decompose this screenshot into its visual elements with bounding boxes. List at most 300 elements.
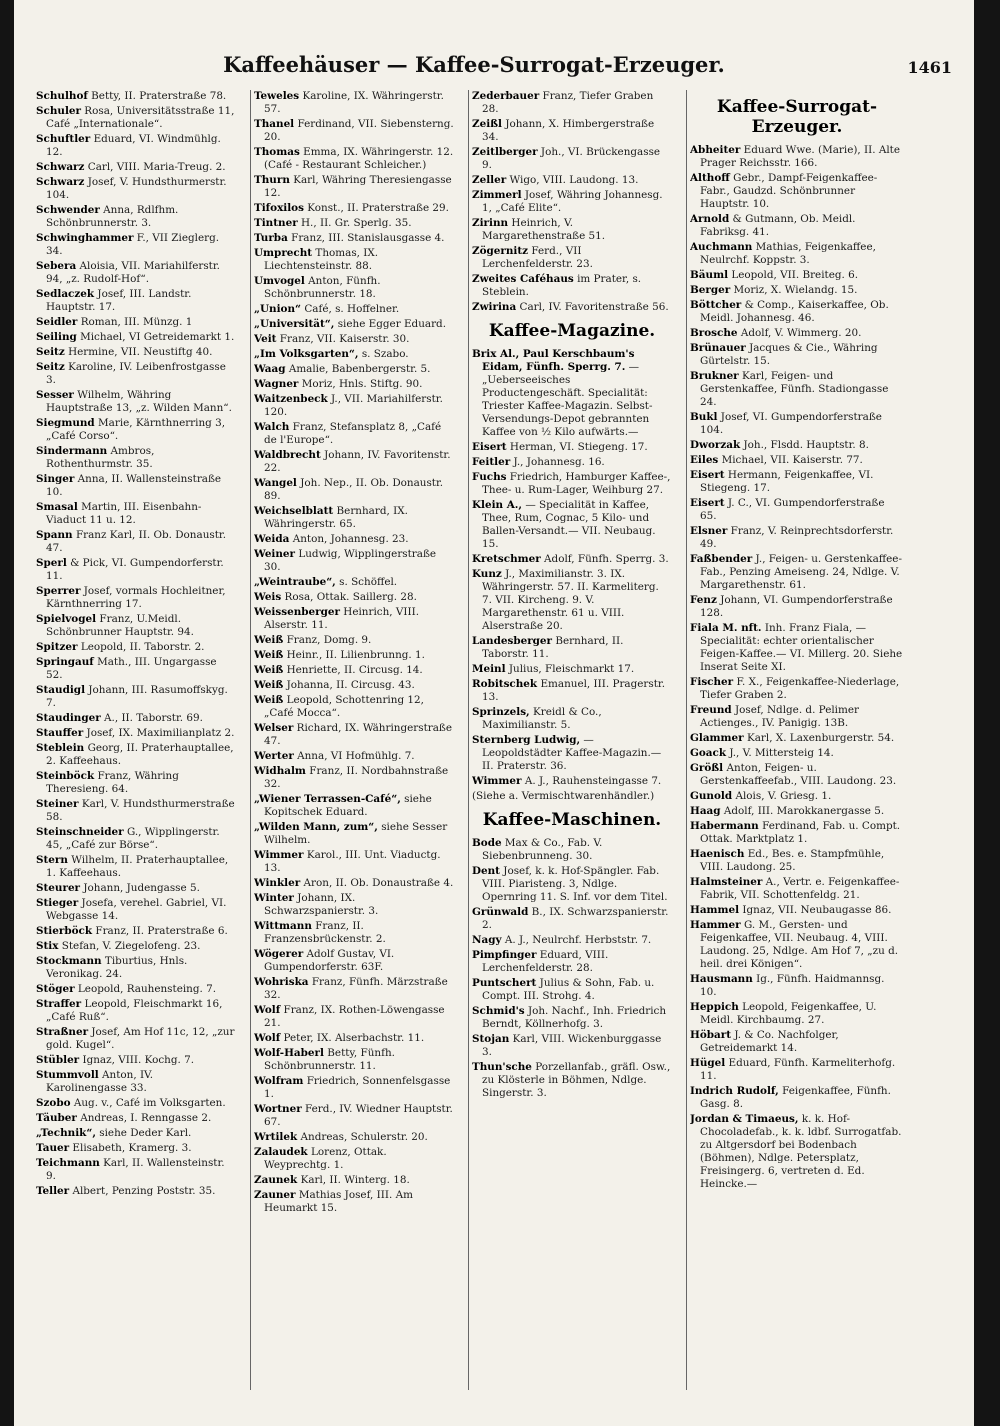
entry-details: — Leopoldstädter Kaffee-Magazin.— II. Praterstr. 36. [482,734,662,772]
entry-name: Grünwald [472,906,529,918]
directory-entry [36,133,236,159]
entry-name: Größl [690,762,724,774]
entry-name: Smasal [36,501,78,513]
entry-details: Franz, II. Franzensbrückenstr. 2. [264,920,386,945]
entry-name: Steinschneider [36,826,124,838]
directory-entry [254,378,454,391]
directory-entry [254,694,454,720]
entry-name: Teweles [254,90,300,102]
entry-name: Klein A., [472,499,523,511]
entry-details: Ferd., VII Lerchenfelderstr. 23. [482,245,593,270]
entry-name: Schuftler [36,133,91,145]
entry-details: Franz, III. Stanislausgasse 4. [291,232,445,244]
directory-entry [472,865,672,904]
entry-name: Sedlaczek [36,288,95,300]
entry-details: Anton, Feigen- u. Gerstenkaffeefab., VIII. Laudong. 23. [700,762,897,787]
entry-details: Johanna, II. Circusg. 43. [286,679,415,691]
entry-details: Eduard, Fünfh. Karmeliterhofg. 11. [700,1057,896,1082]
directory-entry [472,837,672,863]
directory-entry [690,454,904,467]
entry-name: Haag [690,805,721,817]
entry-details: Peter, IX. Alserbachstr. 11. [283,1032,425,1044]
entry-details: Franz, Domg. 9. [286,634,372,646]
entry-name: Stübler [36,1054,80,1066]
directory-entry [36,501,236,527]
entry-details: Wilhelm, Währing Hauptstraße 13, „z. Wilden Mann“. [46,389,232,414]
entry-name: Robitschek [472,678,538,690]
entry-details: Karoline, IV. Leibenfrostgasse 3. [46,361,226,386]
directory-entry [254,1146,454,1172]
entry-details: Marie, Kärnthnerring 3, „Café Corso“. [46,417,226,442]
entry-name: Sprinzels, [472,706,530,718]
directory-entry [254,1174,454,1187]
entry-details: Karl, X. Laxenburgerstr. 54. [746,732,895,744]
entry-details: Ambros, Rothenthurmstr. 35. [46,445,155,470]
entry-details: Leopold, Schottenring 12, „Café Mocca“. [264,694,424,719]
entry-details: s. Szabo. [361,348,409,360]
directory-entry [690,284,904,297]
entry-name: Weiß [254,634,284,646]
entry-details: Johann, Judengasse 5. [83,882,200,894]
entry-details: Ferdinand, VII. Siebensterng. 20. [264,118,454,143]
entry-details: Friedrich, Sonnenfelsgasse 1. [264,1075,451,1100]
directory-entry [254,90,454,116]
entry-name: Schulhof [36,90,88,102]
entry-name: Freund [690,704,732,716]
entry-name: Schwender [36,204,100,216]
entry-name: „Technik“, [36,1127,96,1139]
directory-entry [690,1001,904,1027]
entry-details: Adolf, Fünfh. Sperrg. 3. [544,553,669,565]
entry-details: & Comp., Kaiserkaffee, Ob. Meidl. Johannesg. 46. [700,299,889,324]
entry-details: Eduard, VIII. Lerchenfelderstr. 28. [482,949,609,974]
entry-details: Wigo, VIII. Laudong. 13. [509,174,639,186]
directory-entry [36,1142,236,1155]
entry-details: Joh., VI. Brückengasse 9. [482,146,661,171]
directory-entry [254,1032,454,1045]
entry-details: Anton, Johannesg. 23. [292,533,409,545]
entry-name: „Weintraube“, [254,576,336,588]
entry-details: Johann, X. Himbergerstraße 34. [482,118,655,143]
directory-entry [36,983,236,996]
entry-details: J., V. Mittersteig 14. [729,747,834,759]
directory-entry [254,722,454,748]
entry-details: Josef, k. k. Hof-Spängler. Fab. VIII. Piaristeng. 3, Ndlge. Opernring 11. S. Inf. vor dem Titel. [482,865,668,903]
directory-entry [36,882,236,895]
entry-name: Seiling [36,331,77,343]
entry-details: siehe Deder Karl. [99,1127,192,1139]
entry-name: Zeller [472,174,507,186]
entry-name: Wolfram [254,1075,304,1087]
directory-entry [36,288,236,314]
entry-details: Karl, Feigen- und Gerstenkaffee, Fünfh. Stadiongasse 24. [700,370,889,408]
directory-entry [472,499,672,551]
directory-entry [36,232,236,258]
entry-name: Brix Al., Paul Kerschbaum's Eidam, Fünfh. Sperrg. 7. [472,348,635,373]
directory-entry [36,1097,236,1110]
entry-name: Dworzak [690,439,741,451]
page-title: Kaffeehäuser — Kaffee-Surrogat-Erzeuger. [223,52,725,77]
entry-details: Joh. Nachf., Inh. Friedrich Berndt, Köllnerhofg. 3. [482,1005,667,1030]
entry-details: Karl, V. Hundsthurmerstraße 58. [46,798,235,823]
entry-details: s. Schöffel. [339,576,398,588]
directory-entry [472,734,672,773]
entry-name: Weiß [254,649,284,661]
entry-name: Widhalm [254,765,306,777]
directory-entry [472,934,672,947]
directory-entry [254,232,454,245]
directory-entry [254,1131,454,1144]
entry-details: & Pick, VI. Gumpendorferstr. 11. [46,557,224,582]
entry-name: Zauner [254,1189,296,1201]
directory-entry [472,245,672,271]
directory-entry [472,273,672,299]
directory-entry [254,649,454,662]
directory-entry [36,389,236,415]
entry-name: Wolf-Haberl [254,1047,324,1059]
directory-entry [254,920,454,946]
entry-details: J., Feigen- u. Gerstenkaffee-Fab., Penzing Ameiseng. 24, Ndlge. V. Margarethenstr. 61. [700,553,902,591]
entry-details: Ferdinand, Fab. u. Compt. Ottak. Marktplatz 1. [700,820,901,845]
directory-entry [254,793,454,819]
entry-details: Café, s. Hoffelner. [304,303,400,315]
entry-name: Halmsteiner [690,876,763,888]
entry-name: Zalaudek [254,1146,308,1158]
directory-entry [254,449,454,475]
entry-details: Karl, II. Wallensteinstr. 9. [46,1157,225,1182]
entry-name: Thurn [254,174,290,186]
entry-details: Heinr., II. Lilienbrunng. 1. [286,649,425,661]
directory-entry [690,973,904,999]
entry-details: Georg, II. Praterhauptallee, 2. Kaffeehaus. [46,742,234,767]
directory-entry [472,146,672,172]
entry-details: Franz, Währing Theresieng. 64. [46,770,179,795]
directory-entry [36,940,236,953]
entry-details: Carl, IV. Favoritenstraße 56. [519,301,669,313]
directory-entry [690,213,904,239]
entry-name: Zederbauer [472,90,540,102]
section-heading: Kaffee-Maschinen. [482,810,662,830]
directory-entry [254,318,454,331]
entry-details: Ferd., IV. Wiedner Hauptstr. 67. [264,1103,453,1128]
entry-name: Weis [254,591,282,603]
entry-name: Wangel [254,477,297,489]
entry-name: Sternberg Ludwig, [472,734,581,746]
entry-name: Werter [254,750,294,762]
entry-name: Szobo [36,1097,71,1109]
entry-name: Zweites Caféhaus [472,273,574,285]
entry-details: Johann, VI. Gumpendorferstraße 128. [700,594,893,619]
entry-details: siehe Egger Eduard. [337,318,447,330]
directory-entry [690,704,904,730]
directory-entry [690,299,904,325]
entry-name: Zimmerl [472,189,522,201]
entry-name: Eisert [472,441,507,453]
directory-entry [472,1061,672,1100]
entry-details: Franz Karl, II. Ob. Donaustr. 47. [46,529,227,554]
entry-details: Franz, Tiefer Graben 28. [482,90,654,115]
entry-name: Stojan [472,1033,510,1045]
entry-details: Anna, VI Hofmühlg. 7. [297,750,415,762]
directory-entry [36,361,236,387]
column-divider [468,90,469,1390]
entry-name: Fuchs [472,471,507,483]
directory-entry [36,557,236,583]
directory-entry [472,775,672,788]
directory-entry [254,892,454,918]
directory-entry [254,303,454,316]
entry-name: Fenz [690,594,717,606]
directory-entry [690,594,904,620]
entry-details: Gebr., Dampf-Feigenkaffee-Fabr., Gaudzd. Schönbrunner Hauptstr. 10. [700,172,878,210]
entry-name: Hammel [690,904,740,916]
entry-name: Teichmann [36,1157,100,1169]
entry-details: Karl, Währing Theresiengasse 12. [264,174,452,199]
directory-entry [254,202,454,215]
entry-details: Josef, V. Hundsthurmerstr. 104. [46,176,227,201]
directory-entry [472,906,672,932]
directory-entry [472,568,672,633]
entry-details: Josefa, verehel. Gabriel, VI. Webgasse 14. [46,897,227,922]
entry-details: Emanuel, III. Pragerstr. 13. [482,678,666,703]
section-heading: Kaffee-Magazine. [488,321,656,341]
entry-details: — Specialität in Kaffee, Thee, Rum, Cognac, 5 Kilo- und Ballen-Versandt.— VII. Neubaug. 15. [482,499,656,550]
directory-entry [254,849,454,875]
entry-details: Franz, U.Meidl. Schönbrunner Hauptstr. 94. [46,613,194,638]
entry-name: Böttcher [690,299,742,311]
entry-details: Julius & Sohn, Fab. u. Compt. III. Strohg. 4. [482,977,655,1002]
entry-details: Carl, VIII. Maria-Treug. 2. [87,161,226,173]
directory-entry [36,742,236,768]
entry-name: Walch [254,421,290,433]
entry-name: Stierböck [36,925,93,937]
entry-details: A., Vertr. e. Feigenkaffee-Fabrik, VII. Schottenfeldg. 21. [700,876,900,901]
directory-entry [36,1127,236,1140]
entry-details: Ed., Bes. e. Stampfmühle, VIII. Laudong. 25. [700,848,885,873]
directory-entry [36,1185,236,1198]
directory-entry [254,591,454,604]
entry-name: Faßbender [690,553,753,565]
directory-entry [36,90,236,103]
directory-entry [690,370,904,409]
entry-details: Michael, VI Getreidemarkt 1. [80,331,235,343]
entry-details: Anna, II. Wallensteinstraße 10. [46,473,222,498]
directory-entry [690,1085,904,1111]
entry-details: Leopold, Rauhensteing. 7. [77,983,217,995]
entry-name: Haenisch [690,848,745,860]
directory-entry [254,548,454,574]
entry-details: Ignaz, VIII. Kochg. 7. [82,1054,195,1066]
entry-details: siehe Kopitschek Eduard. [264,793,432,818]
entry-details: G. M., Gersten- und Feigenkaffee, VII. Neubaug. 4, VIII. Laudong. 25, Ndlge. Am Hof 7, „zu d. heil. drei Königen“. [700,919,899,970]
entry-name: „Universität“, [254,318,335,330]
directory-entry [690,1113,904,1191]
entry-name: Weiner [254,548,296,560]
entry-details: Elisabeth, Kramerg. 3. [72,1142,192,1154]
directory-entry [254,333,454,346]
entry-details: Franz, VII. Kaiserstr. 30. [279,333,410,345]
entry-name: Umvogel [254,275,305,287]
entry-details: J., VII. Mariahilferstr. 120. [264,393,443,418]
entry-details: A., II. Taborstr. 69. [104,712,203,724]
directory-entry [36,854,236,880]
entry-details: Heinrich, V. Margarethenstraße 51. [482,217,606,242]
directory-entry [472,471,672,497]
entry-details: Anton, IV. Karolinengasse 33. [46,1069,154,1094]
entry-name: Meinl [472,663,506,675]
entry-details: Wilhelm, II. Praterhauptallee, 1. Kaffeehaus. [46,854,229,879]
entry-name: Elsner [690,525,728,537]
entry-name: Täuber [36,1112,77,1124]
entry-name: Sesser [36,389,74,401]
entry-details: Ludwig, Wipplingerstraße 30. [264,548,437,573]
directory-entry [472,301,672,314]
entry-name: Welser [254,722,294,734]
entry-details: Josef, VI. Gumpendorferstraße 104. [700,411,882,436]
directory-entry [254,679,454,692]
entry-name: Sebera [36,260,77,272]
directory-entry [690,411,904,437]
entry-name: Schwarz [36,176,85,188]
directory-entry [690,1057,904,1083]
directory-entry [254,821,454,847]
directory-entry [36,176,236,202]
entry-name: Weiß [254,694,284,706]
directory-entry [254,948,454,974]
directory-entry [36,798,236,824]
entry-name: Hügel [690,1057,726,1069]
entry-name: Berger [690,284,731,296]
entry-name: „Union“ [254,303,302,315]
entry-details: Leopold, II. Taborstr. 2. [80,641,205,653]
entry-name: Spitzer [36,641,78,653]
entry-details: Albert, Penzing Poststr. 35. [72,1185,216,1197]
entry-name: Wortner [254,1103,302,1115]
entry-details: Karl, II. Winterg. 18. [300,1174,410,1186]
directory-entry [36,1157,236,1183]
directory-entry [254,421,454,447]
entry-name: Fischer [690,676,734,688]
directory-entry [36,529,236,555]
entry-name: Spann [36,529,73,541]
entry-details: Rosa, Universitätsstraße 11, Café „Internationale“. [46,105,235,130]
entry-name: Goack [690,747,727,759]
entry-name: Wimmer [254,849,304,861]
entry-details: Hermann, Feigenkaffee, VI. Stiegeng. 17. [700,469,874,494]
entry-details: Anton, Fünfh. Schönbrunnerstr. 18. [264,275,381,300]
entry-name: Eisert [690,469,725,481]
directory-entry [690,144,904,170]
entry-name: Fiala M. nft. [690,622,762,634]
directory-entry [690,790,904,803]
entry-name: Höbart [690,1029,732,1041]
entry-name: Brukner [690,370,739,382]
entry-name: Stix [36,940,59,952]
entry-name: Bäuml [690,269,729,281]
entry-name: „Wilden Mann, zum“, [254,821,378,833]
entry-details: Julius, Fleischmarkt 17. [508,663,635,675]
entry-details: Jacques & Cie., Währing Gürtelstr. 15. [700,342,878,367]
directory-entry [690,876,904,902]
entry-name: Schmid's [472,1005,525,1017]
directory-entry [36,770,236,796]
entry-name: Wögerer [254,948,304,960]
directory-entry [254,363,454,376]
entry-name: Springauf [36,656,94,668]
entry-name: Teller [36,1185,70,1197]
entry-details: Adolf, V. Wimmerg. 20. [740,327,862,339]
entry-name: Wolf [254,1032,281,1044]
entry-name: Landesberger [472,635,553,647]
entry-details: Adolf, III. Marokkanergasse 5. [723,805,885,817]
directory-entry [36,161,236,174]
directory-entry [254,275,454,301]
section-heading: Kaffee-Surrogat-Erzeuger. [716,97,878,137]
directory-entry [36,826,236,852]
entry-name: Zögernitz [472,245,529,257]
directory-entry [690,327,904,340]
entry-name: Zirinn [472,217,509,229]
entry-name: Weida [254,533,290,545]
entry-name: Wittmann [254,920,312,932]
directory-entry [254,664,454,677]
entry-details: Moriz, Hnls. Stiftg. 90. [301,378,423,390]
entry-name: Schwinghammer [36,232,134,244]
entry-name: Pimpfinger [472,949,537,961]
entry-details: Andreas, I. Renngasse 2. [80,1112,212,1124]
column-divider [686,90,687,1390]
directory-entry [36,1112,236,1125]
entry-details: Josef, IX. Maximilianplatz 2. [86,727,235,739]
directory-entry [254,750,454,763]
directory-entry [690,525,904,551]
entry-details: Bernhard, IX. Währingerstr. 65. [264,505,408,530]
entry-name: Heppich [690,1001,739,1013]
column-4 [690,90,904,1370]
directory-entry [36,316,236,329]
directory-entry [36,656,236,682]
entry-details: Ignaz, VII. Neubaugasse 86. [742,904,892,916]
directory-entry [36,1069,236,1095]
entry-name: Steiner [36,798,79,810]
directory-entry [690,676,904,702]
entry-details: Anna, Rdlfhm. Schönbrunnerstr. 3. [46,204,179,229]
entry-name: Zwirina [472,301,517,313]
directory-entry [472,790,672,803]
directory-entry [690,622,904,674]
entry-name: Nagy [472,934,502,946]
entry-name: Zeißl [472,118,502,130]
entry-details: Mathias Josef, III. Am Heumarkt 15. [264,1189,413,1214]
directory-entry [254,348,454,361]
entry-details: Bernhard, II. Taborstr. 11. [482,635,624,660]
entry-name: Staudinger [36,712,101,724]
directory-entry [254,1075,454,1101]
directory-entry [472,118,672,144]
entry-name: Wolf [254,1004,281,1016]
directory-entry [690,732,904,745]
entry-details: Kreidl & Co., Maximilianstr. 5. [482,706,602,731]
entry-details: Herman, VI. Stiegeng. 17. [509,441,648,453]
entry-name: Kretschmer [472,553,541,565]
directory-entry [690,805,904,818]
entry-name: Althoff [690,172,730,184]
directory-entry [36,105,236,131]
directory-entry [36,712,236,725]
entry-name: Eisert [690,497,725,509]
column-divider [250,90,251,1390]
entry-details: Josef, vormals Hochleitner, Kärnthnerring 17. [46,585,226,610]
